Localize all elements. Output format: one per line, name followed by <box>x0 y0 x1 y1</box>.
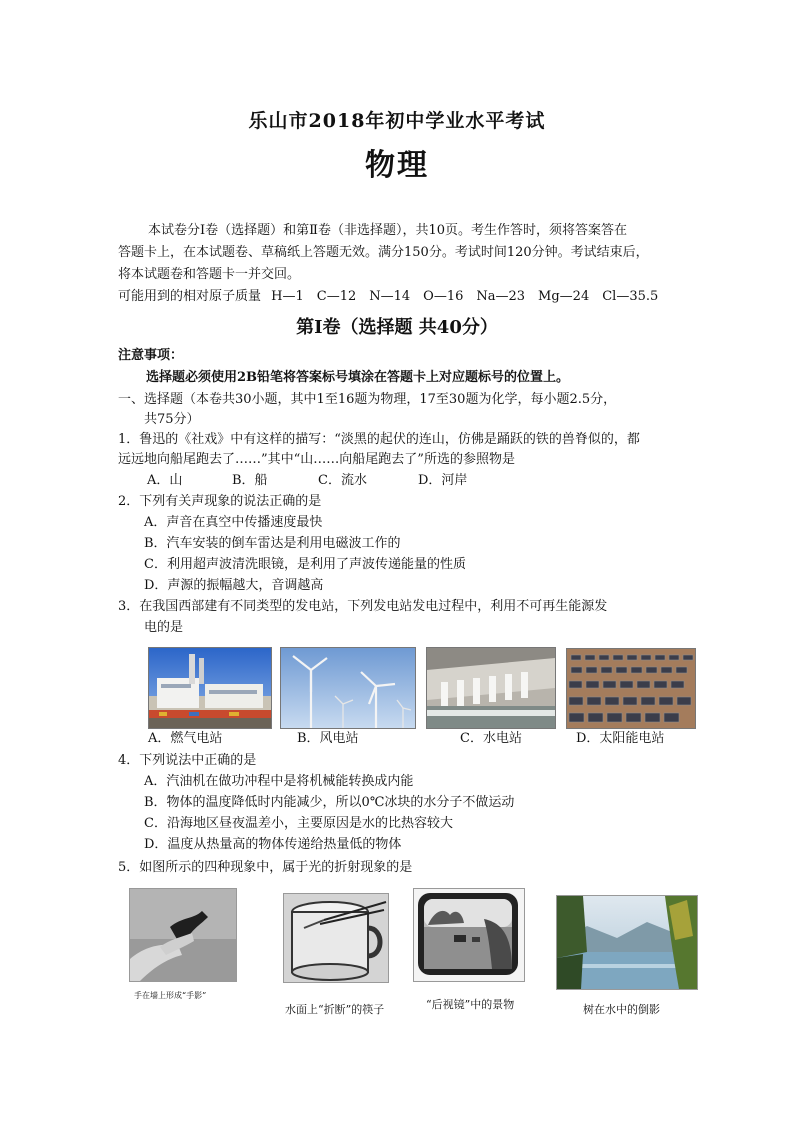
tree-reflection-image <box>556 895 698 990</box>
q4-option-b: B．物体的温度降低时内能减少，所以0℃冰块的水分子不做运动 <box>144 795 515 810</box>
notice-text: 选择题必须使用2B铅笔将答案标号填涂在答题卡上对应题标号的位置上。 <box>146 370 570 385</box>
q2-stem: 2．下列有关声现象的说法正确的是 <box>118 494 322 509</box>
instruction-line-1: 一、选择题（本卷共30小题，其中1至16题为物理，17至30题为化学，每小题2.5分， <box>118 392 617 407</box>
intro-line-3: 将本试题卷和答题卡一并交回。 <box>118 267 301 282</box>
q3-option-b: B．风电站 <box>297 731 359 746</box>
q2-option-a: A．声音在真空中传播速度最快 <box>144 515 323 530</box>
q4-option-d: D．温度从热量高的物体传递给热量低的物体 <box>144 837 402 852</box>
q2-option-d: D．声源的振幅越大，音调越高 <box>144 578 324 593</box>
q1-option-d: D．河岸 <box>418 473 468 488</box>
q3-line-2: 电的是 <box>144 620 184 635</box>
atomic-mass-values: H—1 C—12 N—14 O—16 Na—23 Mg—24 Cl—35.5 <box>271 289 659 304</box>
atomic-mass-label: 可能用到的相对原子质量 <box>118 289 262 304</box>
wind-farm-image <box>280 647 416 729</box>
exam-title: 乐山市2018年初中学业水平考试 <box>248 110 546 132</box>
section-title: 第Ⅰ卷（选择题 共40分） <box>296 317 498 338</box>
q5-caption-d: 树在水中的倒影 <box>583 1003 660 1016</box>
q4-stem: 4．下列说法中正确的是 <box>118 753 257 768</box>
q3-line-1: 3．在我国西部建有不同类型的发电站，下列发电站发电过程中，利用不可再生能源发 <box>118 599 608 614</box>
intro-line-1: 本试卷分Ⅰ卷（选择题）和第Ⅱ卷（非选择题），共10页。考生作答时，须将答案答在 <box>148 223 628 238</box>
rearview-mirror-image <box>413 888 525 982</box>
solar-power-station-image <box>566 648 696 729</box>
hand-shadow-image <box>129 888 237 982</box>
instruction-line-2: 共75分） <box>144 412 200 427</box>
q5-caption-c: “后视镜”中的景物 <box>426 998 515 1011</box>
q3-option-c: C．水电站 <box>460 731 522 746</box>
q1-option-a: A．山 <box>147 473 183 488</box>
q1-option-c: C．流水 <box>318 473 367 488</box>
intro-line-2: 答题卡上，在本试题卷、草稿纸上答题无效。满分150分。考试时间120分钟。考试结束后， <box>118 245 649 260</box>
chopsticks-in-cup-image <box>283 893 389 983</box>
q4-option-c: C．沿海地区昼夜温差小，主要原因是水的比热容较大 <box>144 816 453 831</box>
q1-option-b: B．船 <box>232 473 268 488</box>
hydro-power-station-image <box>426 647 556 729</box>
q3-option-d: D．太阳能电站 <box>576 731 665 746</box>
q3-option-a: A．燃气电站 <box>148 731 223 746</box>
q4-option-a: A．汽油机在做功冲程中是将机械能转换成内能 <box>144 774 414 789</box>
q1-line-1: 1．鲁迅的《社戏》中有这样的描写：“淡黑的起伏的连山，仿佛是踊跃的铁的兽脊似的，都 <box>118 432 640 447</box>
q2-option-c: C．利用超声波清洗眼镜，是利用了声波传递能量的性质 <box>144 557 466 572</box>
q5-caption-a: 手在墙上形成“手影” <box>134 991 207 1000</box>
gas-power-station-image <box>148 647 272 729</box>
atomic-mass-line <box>118 286 658 307</box>
q5-caption-b: 水面上“折断”的筷子 <box>285 1003 385 1016</box>
q5-stem: 5．如图所示的四种现象中，属于光的折射现象的是 <box>118 860 413 875</box>
q2-option-b: B．汽车安装的倒车雷达是利用电磁波工作的 <box>144 536 401 551</box>
q1-line-2: 远远地向船尾跑去了……”其中“山……向船尾跑去了”所选的参照物是 <box>118 452 515 467</box>
notice-label: 注意事项： <box>118 348 184 363</box>
subject-title: 物理 <box>365 148 429 183</box>
